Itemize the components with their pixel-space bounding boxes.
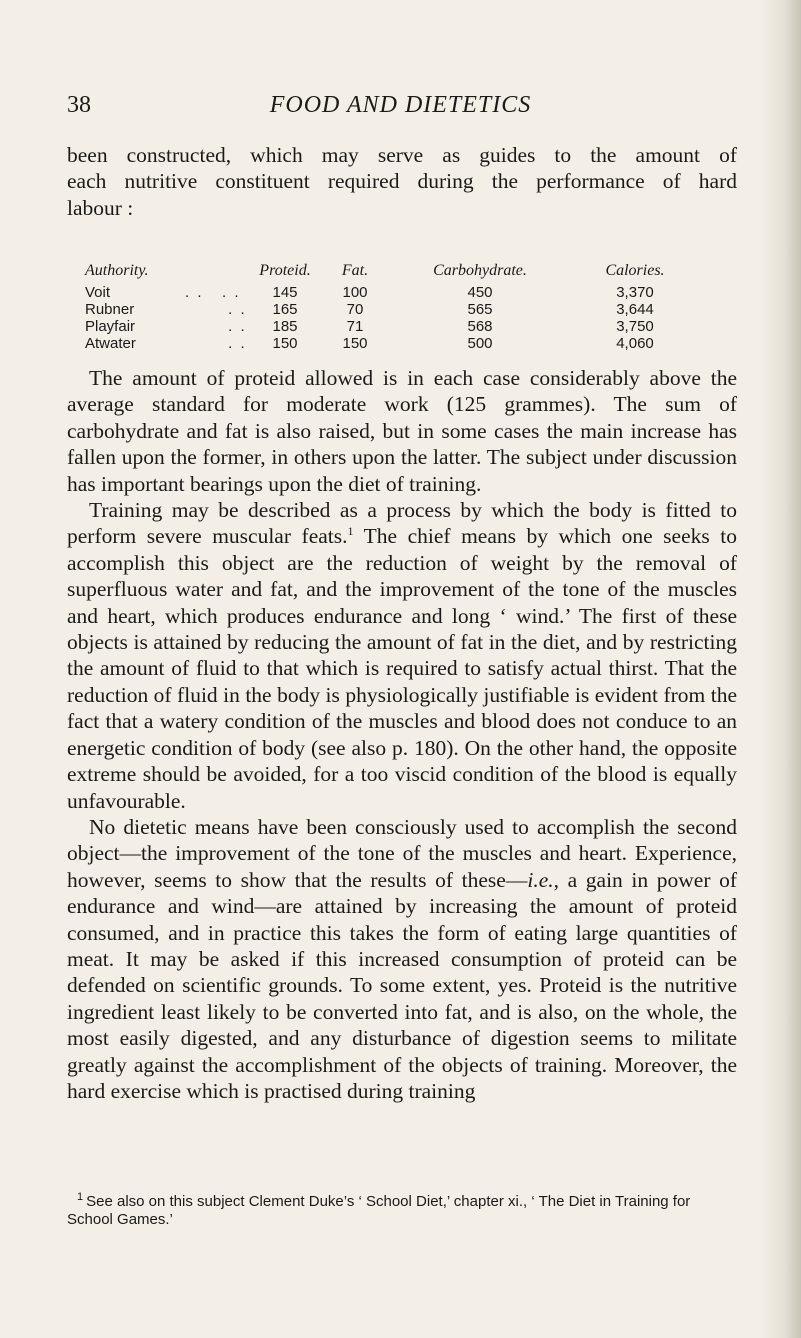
header-fat: Fat. xyxy=(341,262,369,279)
footnote xyxy=(67,1193,737,1229)
cell-calories: 4,060 xyxy=(616,335,654,352)
page-edge-shadow xyxy=(761,0,801,1338)
cell-proteid: 165 xyxy=(272,301,298,318)
header-calories: Calories. xyxy=(605,262,665,279)
intro-line: labour : xyxy=(67,195,134,220)
dietetic-text-b: , a gain in power of endurance and wind—are attained by increasing the amount of proteid consumed, and in practice this takes the form of eating large quantities of meat. It may be asked if this increased consumption of proteid can be defended on scientific grounds. To some extent, yes. Proteid is the nutritive ingredient least likely to be converted into fat, and is also, on the whole, the most easily digested, and any disturbance of digestion seems to militate greatly against the accomplishment of the objects of training. Moreover, the hard exercise which is practised during training xyxy=(67,867,737,1103)
table-row xyxy=(85,284,735,301)
cell-calories: 3,644 xyxy=(616,301,654,318)
leader-dots: . . xyxy=(185,335,247,352)
cell-calories: 3,750 xyxy=(616,318,654,335)
paragraph-training xyxy=(67,497,737,814)
leader-dots: . . xyxy=(185,301,247,318)
table-row xyxy=(85,335,735,352)
cell-authority: Atwater xyxy=(85,335,136,352)
footnote-reference[interactable]: 1 xyxy=(347,524,354,539)
footnote-text: See also on this subject Clement Duke’s ‘ School Diet,’ chapter xi., ‘ The Diet in Training for School Games.’ xyxy=(67,1193,691,1228)
diet-standards-table xyxy=(85,262,735,352)
cell-proteid: 150 xyxy=(272,335,298,352)
body-text xyxy=(67,365,737,1104)
cell-authority: Voit xyxy=(85,284,111,301)
cell-carbohydrate: 565 xyxy=(467,301,493,318)
cell-carbohydrate: 450 xyxy=(467,284,493,301)
cell-fat: 70 xyxy=(346,301,364,318)
cell-authority: Playfair xyxy=(85,318,136,335)
header-carbohydrate: Carbohydrate. xyxy=(433,262,527,279)
intro-line: each nutritive constituent required during the performance of hard xyxy=(67,169,737,194)
page-number: 38 xyxy=(67,92,91,118)
cell-fat: 150 xyxy=(342,335,368,352)
cell-fat: 100 xyxy=(342,284,368,301)
table-row xyxy=(85,318,735,335)
cell-fat: 71 xyxy=(346,318,364,335)
cell-proteid: 185 xyxy=(272,318,298,335)
cell-proteid: 145 xyxy=(272,284,298,301)
intro-line: been constructed, which may serve as guides to the amount of xyxy=(67,143,737,167)
table-header-row xyxy=(85,262,735,284)
intro-paragraph xyxy=(67,142,737,221)
dietetic-text-a: No dietetic means have been consciously used to accomplish the second object—the improvement of the tone of the muscles and heart. Experience, however, seems to show that the results of these— xyxy=(67,814,737,892)
cell-carbohydrate: 568 xyxy=(467,318,493,335)
leader-dots: . . xyxy=(185,318,247,335)
header-proteid: Proteid. xyxy=(259,262,311,279)
footnote-marker: 1 xyxy=(77,1191,84,1203)
cell-calories: 3,370 xyxy=(616,284,654,301)
header-authority: Authority. xyxy=(85,262,149,279)
abbreviation-ie: i.e. xyxy=(527,867,554,892)
leader-dots: . . . . xyxy=(185,284,241,301)
cell-carbohydrate: 500 xyxy=(467,335,493,352)
training-text-a: Training may be described as a process by which the body is fitted to perform severe muscular feats. xyxy=(67,498,737,549)
training-text-b: The chief means by which one seeks to accomplish this object are the reduction of weight by the removal of superfluous water and fat, and the improvement of the tone of the muscles and heart, which produces endurance and long ‘ wind.’ The first of these objects is attained by reducing the amount of fat in the diet, and by restricting the amount of fluid to that which is required to satisfy actual thirst. That the reduction of fluid in the body is physiologically justifiable is evident from the fact that a watery condition of the muscles and blood does not conduce to an energetic condition of body (see also p. 180). On the other hand, the opposite extreme should be avoided, for a too viscid condition of the blood is equally unfavourable. xyxy=(67,524,738,813)
paragraph-dietetic-means xyxy=(67,814,737,1104)
running-title: FOOD AND DIETETICS xyxy=(269,92,532,118)
cell-authority: Rubner xyxy=(85,301,135,318)
table-row xyxy=(85,301,735,318)
paragraph-proteid-standard: The amount of proteid allowed is in each case considerably above the average standard for moderate work (125 grammes). The sum of carbohydrate and fat is also raised, but in some cases the main increase has fallen upon the former, in others upon the latter. The subject under discussion has important bearings upon the diet of training. xyxy=(67,366,737,496)
